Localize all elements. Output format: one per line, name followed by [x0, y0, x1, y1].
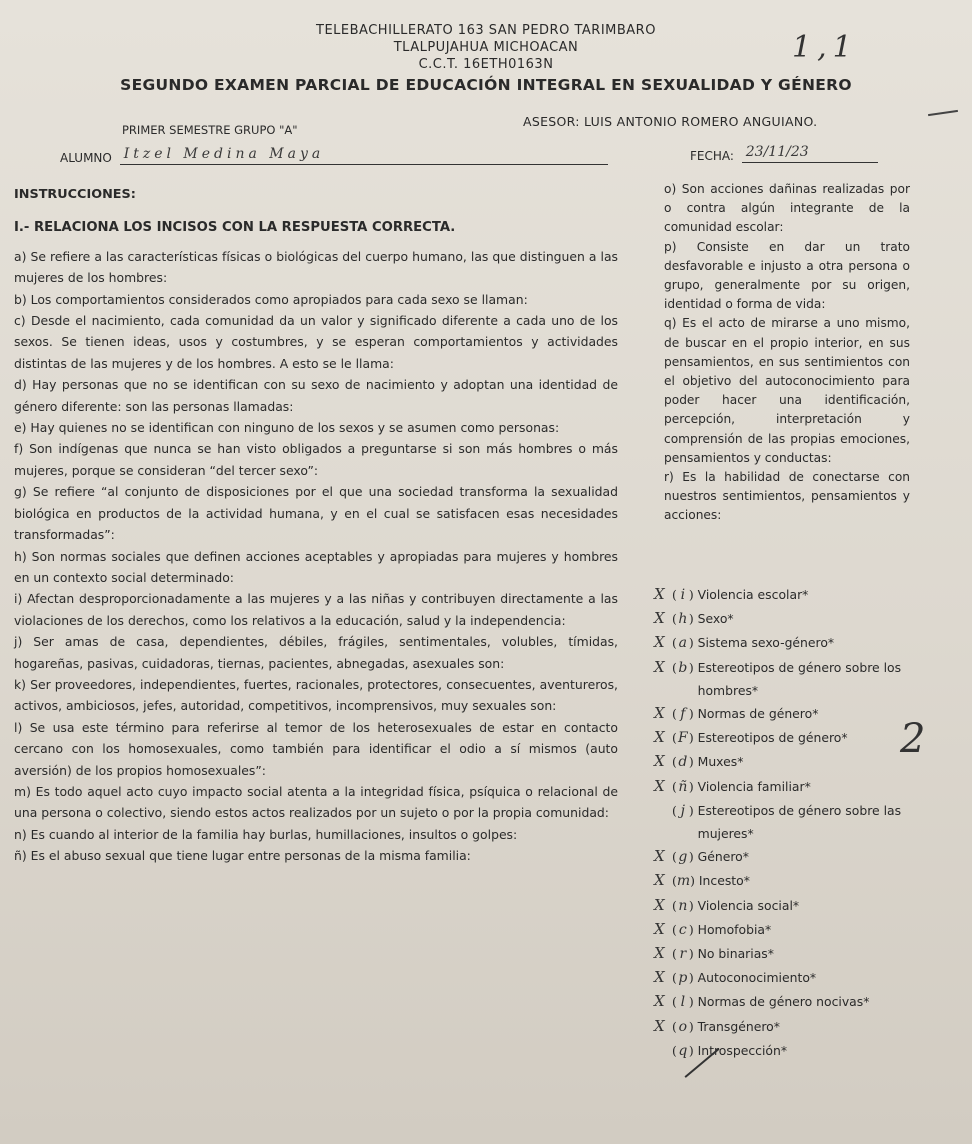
definition-text: Es el acto de mirarse a uno mismo, de buscar en el propio interior, en sus pensamientos, en sus sentimientos con el objetivo del autoconocimiento para poder hacer una identificación, percepción, interpretación y comprensión de las propias emociones, pensamientos y conductas:: [664, 316, 911, 465]
definition-text: Consiste en dar un trato desfavorable e injusto a otra persona o grupo, generalmente por su origen, identidad o forma de vida:: [664, 239, 910, 312]
question-text: Son indígenas que nunca se han visto obligados a preguntarse si son más hombres o más mujeres, porque se consideran “del tercer sexo”:: [14, 441, 618, 478]
answer-text: Sexo*: [697, 611, 734, 627]
question-label: g): [14, 484, 27, 500]
student-row: [60, 146, 608, 165]
question-label: e): [14, 420, 27, 436]
question-label: ñ): [14, 848, 27, 864]
close-paren: ): [688, 635, 698, 651]
grading-mark: X: [654, 968, 665, 987]
grading-mark: X: [654, 1016, 665, 1035]
answer-letter[interactable]: b: [678, 659, 688, 676]
close-paren: ): [688, 994, 698, 1010]
question-text: Se refiere “al conjunto de disposiciones por el que una sociedad transforma la sexualidad biológica en productos de la actividad humana, y en el cual se satisfacen esas necesidades transformadas”:: [14, 484, 618, 543]
close-paren: ): [688, 730, 698, 746]
student-name-field[interactable]: [120, 146, 608, 165]
definition-label: q): [664, 316, 677, 331]
grading-mark: X: [654, 657, 665, 676]
answer-row[interactable]: [654, 583, 972, 607]
question-text: Es todo aquel acto cuyo impacto social atenta a la integridad física, psíquica o relacional de una persona o colectivo, siendo estos actos realizados por un sujeto o por la propia comunidad:: [14, 783, 618, 821]
answer-text: Muxes*: [697, 754, 744, 770]
question-text: Se usa este término para referirse al temor de los heterosexuales de estar en contacto cercano con los homosexuales, como también para identificar el odio a sí mismos (auto aversión) de los propios homosexuales”:: [14, 719, 618, 778]
answer-row[interactable]: [654, 799, 972, 845]
question-item: [14, 246, 618, 289]
question-label: a): [14, 248, 27, 264]
answer-row[interactable]: [654, 1039, 972, 1063]
open-paren: (: [672, 611, 677, 627]
open-paren: (: [672, 778, 677, 794]
exam-title: SEGUNDO EXAMEN PARCIAL DE EDUCACIÓN INTEGRAL EN SEXUALIDAD Y GÉNERO: [120, 76, 852, 94]
student-label: ALUMNO: [60, 151, 112, 165]
answer-text: Transgénero*: [697, 1018, 780, 1034]
question-text: Ser amas de casa, dependientes, débiles, frágiles, sentimentales, volubles, tímidas, hogareñas, pasivas, cuidadoras, tiernas, pacientes, abnegadas, asexuales son:: [14, 634, 618, 671]
question-label: k): [14, 676, 27, 692]
definition-item: [664, 468, 910, 526]
question-text: Se refiere a las características físicas o biológicas del cuerpo humano, las que distinguen a las mujeres de los hombres:: [14, 248, 618, 286]
open-paren: (: [672, 873, 677, 889]
answer-text: Introspección*: [697, 1042, 788, 1058]
answer-letter[interactable]: h: [678, 611, 688, 628]
answer-row[interactable]: [654, 775, 972, 799]
grading-mark: X: [654, 919, 665, 938]
close-paren: ): [688, 706, 698, 722]
question-item: [14, 417, 618, 438]
answer-text: Violencia escolar*: [697, 587, 809, 602]
answer-letter[interactable]: f: [680, 706, 686, 723]
open-paren: (: [672, 635, 677, 651]
school-name: TELEBACHILLERATO 163 SAN PEDRO TARIMBARO: [316, 23, 656, 38]
answer-row[interactable]: [654, 942, 972, 966]
answer-text: Violencia social*: [697, 897, 800, 913]
question-text: Ser proveedores, independientes, fuertes, racionales, protectores, consecuentes, aventureros, activos, ambiciosos, jefes, autoridad, competitivos, incomprensivos, muy sexuales son:: [14, 676, 618, 714]
answer-letter[interactable]: l: [680, 994, 686, 1011]
grading-mark: X: [654, 609, 665, 628]
grading-mark: X: [654, 776, 665, 795]
answer-row[interactable]: [654, 869, 972, 893]
open-paren: (: [672, 921, 677, 937]
grading-mark: X: [654, 992, 665, 1011]
question-text: Es el abuso sexual que tiene lugar entre personas de la misma familia:: [30, 848, 471, 864]
answer-text: Estereotipos de género*: [697, 730, 848, 746]
answer-letter[interactable]: a: [678, 635, 688, 652]
answer-text: Homofobia*: [697, 921, 772, 937]
answer-text: Sistema sexo-género*: [697, 635, 835, 651]
advisor: ASESOR: LUIS ANTONIO ROMERO ANGUIANO.: [523, 114, 818, 129]
grading-mark: X: [654, 728, 665, 747]
question-item: [14, 674, 618, 717]
question-item: [14, 781, 618, 824]
close-paren: ): [688, 778, 698, 794]
grading-mark: X: [654, 944, 665, 963]
open-paren: (: [672, 706, 677, 722]
answer-letter[interactable]: o: [678, 1018, 688, 1035]
question-label: i): [14, 591, 23, 607]
answer-letter[interactable]: q: [678, 1042, 688, 1059]
definition-label: p): [664, 239, 677, 254]
open-paren: (: [672, 849, 677, 865]
answer-text: Normas de género*: [697, 706, 819, 722]
grading-mark: X: [654, 633, 665, 652]
question-label: b): [14, 291, 27, 307]
answer-letter[interactable]: r: [679, 946, 687, 963]
answer-row[interactable]: [654, 990, 972, 1014]
answer-letter[interactable]: m: [676, 873, 691, 890]
question-item: [14, 717, 618, 781]
definition-list: [664, 180, 910, 526]
close-paren: ): [688, 1018, 698, 1034]
open-paren: (: [672, 802, 677, 818]
close-paren: ): [688, 587, 698, 602]
close-paren: ): [690, 873, 699, 889]
answer-text: Normas de género nocivas*: [697, 994, 870, 1010]
close-paren: ): [688, 921, 698, 937]
question-item: [14, 481, 618, 545]
answer-text: No binarias*: [697, 946, 774, 962]
question-item: [14, 546, 618, 589]
answer-text: Violencia familiar*: [697, 778, 811, 794]
open-paren: (: [672, 754, 677, 770]
definition-label: o): [664, 182, 677, 196]
definition-text: Es la habilidad de conectarse con nuestros sentimientos, pensamientos y acciones:: [664, 470, 910, 523]
answer-letter[interactable]: j: [680, 802, 686, 819]
open-paren: (: [672, 1042, 677, 1058]
corner-dash: [928, 110, 958, 116]
definition-label: r): [664, 470, 674, 485]
question-item: [14, 588, 618, 631]
grading-mark: X: [654, 585, 665, 603]
answer-letter[interactable]: ñ: [678, 778, 688, 795]
question-text: Es cuando al interior de la familia hay burlas, humillaciones, insultos o golpes:: [30, 826, 518, 842]
open-paren: (: [672, 1018, 677, 1034]
instructions-heading: INSTRUCCIONES:: [14, 187, 136, 202]
answer-row[interactable]: [654, 966, 972, 990]
question-text: Hay quienes no se identifican con ninguno de los sexos y se asumen como personas:: [30, 420, 560, 436]
score-mark: 1,1: [792, 30, 858, 65]
open-paren: (: [672, 994, 677, 1010]
grading-mark: X: [654, 895, 665, 914]
answer-letter[interactable]: n: [678, 897, 688, 914]
grading-mark: X: [654, 871, 665, 890]
close-paren: ): [688, 754, 698, 770]
question-label: c): [14, 313, 26, 329]
answer-row[interactable]: [654, 656, 972, 702]
school-place: TLALPUJAHUA MICHOACAN: [393, 40, 579, 55]
question-text: Hay personas que no se identifican con su sexo de nacimiento y adoptan una identidad de género diferente: son las personas llamadas:: [14, 377, 618, 414]
questions-column: [14, 184, 618, 867]
answer-text: Estereotipos de género sobre los hombres*: [697, 659, 902, 698]
open-paren: (: [672, 970, 677, 986]
definition-item: [664, 314, 910, 468]
definition-text: Son acciones dañinas realizadas por o contra algún integrante de la comunidad escolar:: [664, 182, 910, 235]
close-paren: ): [688, 611, 698, 627]
answer-letter[interactable]: d: [678, 754, 688, 771]
question-label: d): [14, 377, 27, 393]
close-paren: ): [688, 659, 698, 675]
date-handwriting: 23/11/23: [745, 144, 809, 160]
answer-letter[interactable]: c: [678, 921, 687, 938]
close-paren: ): [688, 897, 698, 913]
question-label: j): [14, 634, 23, 650]
open-paren: (: [672, 730, 677, 746]
date-field[interactable]: [742, 144, 878, 163]
open-paren: (: [672, 659, 677, 675]
grading-mark: X: [654, 847, 665, 866]
close-paren: ): [688, 849, 698, 865]
grading-mark: X: [654, 752, 665, 771]
semester-group: PRIMER SEMESTRE GRUPO "A": [122, 123, 298, 137]
side-score: 2: [900, 716, 926, 762]
answer-letter[interactable]: i: [680, 587, 686, 603]
answer-row[interactable]: [654, 631, 972, 655]
question-text: Afectan desproporcionadamente a las mujeres y a las niñas y contribuyen directamente a las violaciones de los derechos, como los relativos a la educación, salud y la independencia:: [14, 591, 618, 628]
answer-row[interactable]: [654, 894, 972, 918]
question-label: f): [14, 441, 24, 457]
answer-letter[interactable]: p: [678, 970, 688, 987]
close-paren: ): [688, 1042, 698, 1058]
answer-text: Estereotipos de género sobre las mujeres*: [697, 802, 902, 842]
date-row: [690, 144, 878, 163]
grading-mark: X: [654, 704, 665, 723]
answer-letter[interactable]: g: [678, 849, 688, 866]
question-label: n): [14, 826, 27, 842]
question-list: [14, 246, 618, 867]
answer-text: Autoconocimiento*: [697, 970, 817, 986]
definition-item: [664, 180, 910, 238]
answer-row[interactable]: [654, 845, 972, 869]
close-paren: ): [688, 970, 698, 986]
answer-row[interactable]: [654, 1015, 972, 1039]
answer-row[interactable]: [654, 607, 972, 631]
answer-letter[interactable]: F: [677, 730, 688, 747]
close-paren: ): [688, 802, 698, 818]
open-paren: (: [672, 587, 677, 602]
answer-row[interactable]: [654, 918, 972, 942]
student-name-handwriting: Itzel Medina Maya: [123, 146, 325, 162]
question-text: Los comportamientos considerados como apropiados para cada sexo se llaman:: [30, 291, 528, 307]
question-item: [14, 631, 618, 674]
question-item: [14, 374, 618, 417]
question-item: [14, 310, 618, 374]
open-paren: (: [672, 897, 677, 913]
definitions-column: [664, 180, 910, 526]
question-item: [14, 289, 618, 310]
date-label: FECHA:: [690, 149, 734, 163]
close-paren: ): [688, 946, 698, 962]
definition-item: [664, 238, 910, 315]
question-item: [14, 845, 618, 866]
question-label: h): [14, 548, 27, 564]
question-label: l): [14, 719, 23, 735]
answer-text: Incesto*: [698, 873, 750, 889]
question-text: Desde el nacimiento, cada comunidad da un valor y significado diferente a cada uno de los sexos. Se tienen ideas, usos y costumbres, y se esperan comportamientos y actividades distintas de las mujeres y de los hombres. A esto se le llama:: [14, 313, 619, 371]
school-cct: C.C.T. 16ETH0163N: [418, 57, 554, 72]
question-text: Son normas sociales que definen acciones aceptables y apropiadas para mujeres y hombres en un contexto social determinado:: [14, 548, 618, 585]
section-heading: I.- RELACIONA LOS INCISOS CON LA RESPUESTA CORRECTA.: [14, 220, 456, 236]
open-paren: (: [672, 946, 677, 962]
question-label: m): [14, 783, 31, 799]
question-item: [14, 438, 618, 481]
question-item: [14, 824, 618, 845]
answer-text: Género*: [697, 849, 749, 865]
answer-list: [654, 583, 972, 1063]
